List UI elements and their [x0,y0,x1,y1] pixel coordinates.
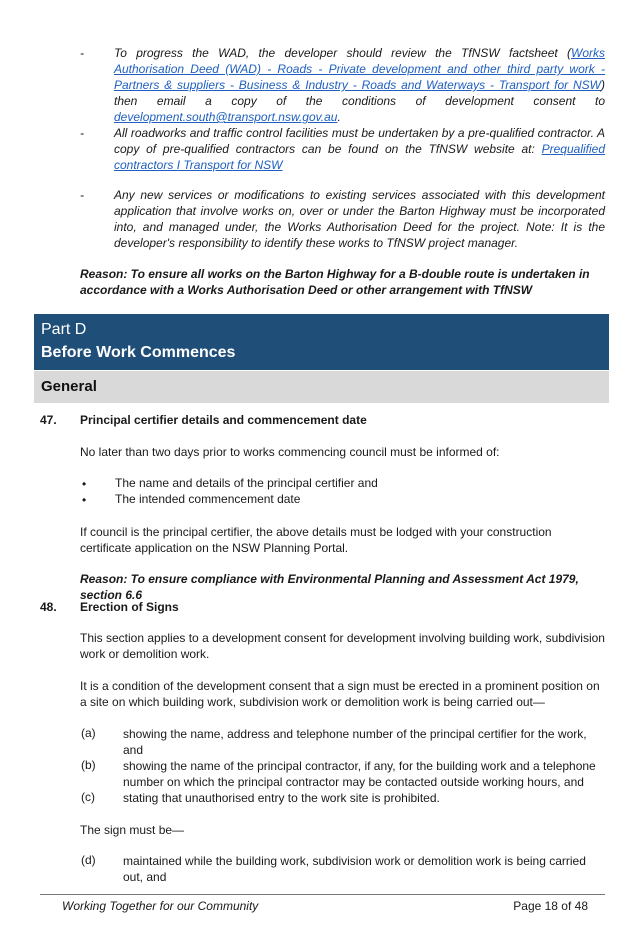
contractor-bullet [80,125,605,173]
wad-factsheet-link[interactable]: Works Authorisation Deed (WAD) - Roads - Private development and other third party work - Partners & suppliers - Business & Industry - Roads and Waterways - Transport for NSW [114,46,605,92]
section-47-note: If council is the principal certifier, the above details must be lodged with your construction certificate application on the NSW Planning Portal. [80,525,552,555]
bullet-text-mid: ) then email a copy of the conditions of development consent to [114,78,605,108]
section-48-title: Erection of Signs [80,600,179,614]
page-number: Page 18 of 48 [513,899,588,913]
item-text: showing the name of the principal contractor, if any, for the building work and a telephone number on which the principal contractor may be contacted outside working hours, and [123,759,596,789]
bullet-text-pre: To progress the WAD, the developer should review the TfNSW factsheet ( [114,46,571,60]
footer-slogan: Working Together for our Community [62,899,259,913]
prequalified-contractors-link[interactable]: Prequalified contractors I Transport for NSW [114,142,605,172]
section-48-applicability: This section applies to a development consent for development involving building work, subdivision work or demolition work. [80,631,605,661]
general-title: General [41,378,97,395]
item-label: (b) [81,758,96,772]
part-label: Part D [41,321,87,338]
footer-divider [40,894,605,895]
item-text: stating that unauthorised entry to the work site is prohibited. [123,791,440,805]
item-label: (c) [81,790,95,804]
item-text: showing the name, address and telephone number of the principal certifier for the work, and [123,727,587,757]
item-text: maintained while the building work, subdivision work or demolition work is being carried out, and [123,854,586,884]
wad-bullet [80,45,605,125]
bullet-text-pre: All roadworks and traffic control facilities must be undertaken by a pre-qualified contractor. A copy of pre-qualified contractors can be found on the TfNSW website at: [114,126,605,156]
email-link[interactable]: development.south@transport.nsw.gov.au [114,110,338,124]
general-header [34,371,609,403]
item-label: (d) [81,853,96,867]
bullet-text-post: . [337,110,341,124]
bullet-dash: - [80,188,84,202]
section-48-number: 48. [40,600,57,614]
bullet-text [114,125,605,173]
part-title: Before Work Commences [41,344,236,361]
section-48-condition: It is a condition of the development consent that a sign must be erected in a prominent position on a site on which building work, subdivision work or demolition work is being carried out— [80,679,600,709]
bullet-dash: - [80,46,84,60]
list-bullet: • [82,493,87,507]
reason-wad: Reason: To ensure all works on the Barton Highway for a B-double route is undertaken in accordance with a Works Authorisation Deed or other arrangement with TfNSW [80,267,590,297]
bullet-dash: - [80,126,84,140]
section-47-title: Principal certifier details and commencement date [80,413,367,427]
list-item: The intended commencement date [115,492,301,506]
list-bullet: • [82,477,87,491]
list-item: The name and details of the principal certifier and [115,476,378,490]
bullet-text: Any new services or modifications to existing services associated with this development application that involve works on, over or under the Barton Highway must be incorporated into, and managed under, the Works Authorisation Deed for the project. Note: It is the developer's responsibility to identify these works to TfNSW project manager. [114,188,605,250]
section-47-number: 47. [40,413,57,427]
part-header [34,314,609,370]
bullet-text [114,45,605,125]
services-bullet [80,187,605,251]
sign-must-be: The sign must be— [80,823,185,837]
section-47-reason: Reason: To ensure compliance with Environmental Planning and Assessment Act 1979, section 6.6 [80,572,579,602]
item-label: (a) [81,726,96,740]
section-47-intro: No later than two days prior to works commencing council must be informed of: [80,445,500,459]
